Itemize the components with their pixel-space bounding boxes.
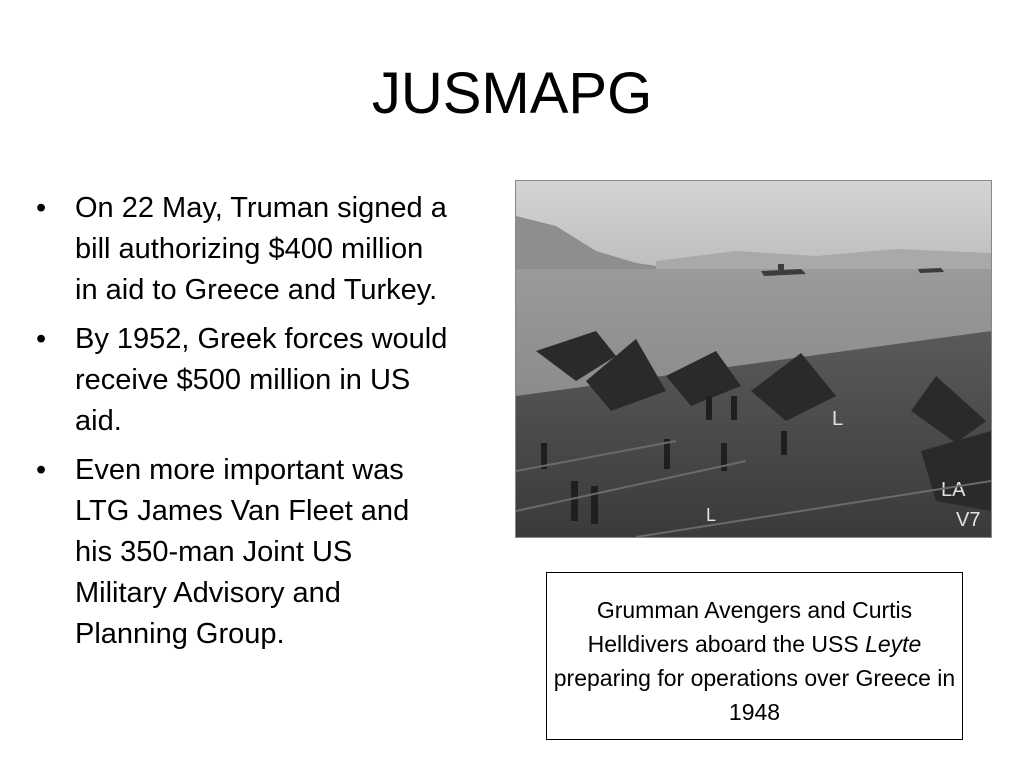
svg-text:V7: V7: [956, 509, 981, 531]
bullet-dot-icon: •: [36, 454, 47, 486]
carrier-deck-illustration: [516, 181, 991, 537]
svg-text:L: L: [832, 408, 844, 430]
bullet-text: By 1952, Greek forces would receive $500 million in US aid.: [75, 323, 448, 437]
bullet-text: Even more important was LTG James Van Fleet and his 350-man Joint US Military Advisory and Planning Group.: [75, 454, 410, 650]
caption-line1: Grumman Avengers and Curtis Helldivers aboard the USS: [587, 597, 913, 657]
svg-text:L: L: [706, 505, 717, 525]
caption-line2: preparing for operations over Greece in 1948: [553, 665, 956, 725]
bullet-item: [30, 450, 450, 655]
carrier-deck-photo: [515, 180, 992, 538]
bullet-text: On 22 May, Truman signed a bill authorizing $400 million in aid to Greece and Turkey.: [75, 192, 447, 306]
svg-text:LA: LA: [941, 479, 966, 501]
caption-ship-name: Leyte: [865, 631, 922, 657]
bullet-list: [30, 188, 450, 663]
photo-caption: [546, 572, 963, 740]
bullet-item: [30, 188, 450, 311]
bullet-item: [30, 319, 450, 442]
bullet-dot-icon: •: [36, 323, 47, 355]
slide-title: JUSMAPG: [371, 61, 653, 126]
bullet-dot-icon: •: [36, 192, 47, 224]
